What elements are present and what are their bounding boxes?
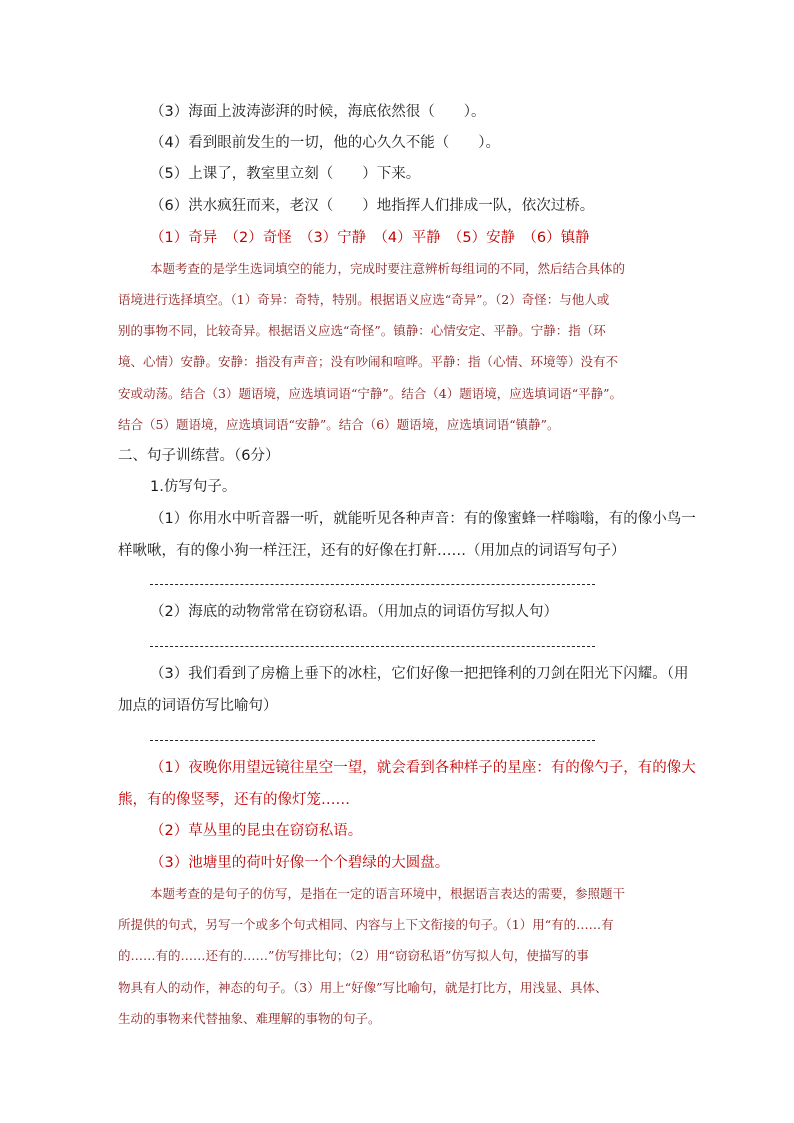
section-heading: 二、句子训练营。（6分） [118, 448, 280, 464]
question-2: （2）海底的动物常常在窃窃私语。（用加点的词语仿写拟人句） [150, 604, 558, 620]
answer-line: （1）夜晚你用望远镜往星空一望，就会看到各种样子的星座：有的像勺子，有的像大 [150, 760, 696, 776]
question-6: （6）洪水疯狂而来，老汉（ ）地指挥人们排成一队，依次过桥。 [150, 198, 595, 214]
question-1-line: 样啾啾，有的像小狗一样汪汪，还有的好像在打鼾……（用加点的词语写句子） [118, 543, 626, 559]
explanation-line: 物具有人的动作，神态的句子。（3）用上“好像”写比喻句，就是打比方，用浅显、具体、 [118, 980, 608, 995]
explanation-line: 安或动荡。结合（3）题语境，应选填词语“宁静”。结合（4）题语境，应选填词语“平静”。 [118, 386, 622, 401]
explanation-line: 语境进行选择填空。（1）奇异：奇特，特别。根据语义应选“奇异”。（2）奇怪：与他人或 [118, 292, 610, 307]
answer-line: 熊，有的像竖琴，还有的像灯笼…… [118, 792, 350, 808]
explanation-line: 境、心情）安静。安静：指没有声音；没有吵闹和喧哗。平静：指（心情、环境等）没有不 [118, 354, 619, 369]
subheading: 1.仿写句子。 [150, 479, 237, 495]
explanation-line: 本题考查的是句子的仿写，是指在一定的语言环境中，根据语言表达的需要，参照题干 [150, 886, 626, 901]
question-3-line: （3）我们看到了房檐上垂下的冰柱，它们好像一把把锋利的刀剑在阳光下闪耀。（用 [150, 666, 689, 682]
explanation-line: 本题考查的是学生选词填空的能力，完成时要注意辨析每组词的不同，然后结合具体的 [150, 261, 626, 276]
question-5: （5）上课了，教室里立刻（ ）下来。 [150, 166, 421, 182]
explanation-line: 所提供的句式，另写一个或多个句式相同、内容与上下文衔接的句子。（1）用“有的……有 [118, 917, 614, 932]
answer-line: （2）草丛里的昆虫在窃窃私语。 [150, 823, 363, 839]
explanation-line: 结合（5）题语境，应选填词语“安静”。结合（6）题语境，应选填词语“镇静”。 [118, 417, 560, 432]
answer-line: （3）池塘里的荷叶好像一个个碧绿的大圆盘。 [150, 855, 450, 871]
explanation-line: 的……有的……还有的……”仿写排比句；（2）用“窃窃私语”仿写拟人句，使描写的事 [118, 948, 589, 963]
answer-line: （1）奇异 （2）奇怪 （3）宁静 （4）平静 （5）安静 （6）镇静 [150, 230, 590, 246]
question-4: （4）看到眼前发生的一切，他的心久久不能（ ）。 [150, 135, 500, 151]
answer-blank[interactable] [150, 584, 595, 585]
answer-blank[interactable] [150, 646, 595, 647]
explanation-line: 生动的事物来代替抽象、难理解的事物的句子。 [118, 1011, 381, 1026]
answer-blank[interactable] [150, 740, 595, 741]
question-1-line: （1）你用水中听音器一听，就能听见各种声音：有的像蜜蜂一样嗡嗡，有的像小鸟一 [150, 511, 696, 527]
question-3: （3）海面上波涛澎湃的时候，海底依然很（ ）。 [150, 104, 486, 120]
question-3-line: 加点的词语仿写比喻句） [118, 698, 278, 714]
explanation-line: 别的事物不同，比较奇异。根据语义应选“奇怪”。镇静：心情安定、平静。宁静：指（环 [118, 323, 606, 338]
